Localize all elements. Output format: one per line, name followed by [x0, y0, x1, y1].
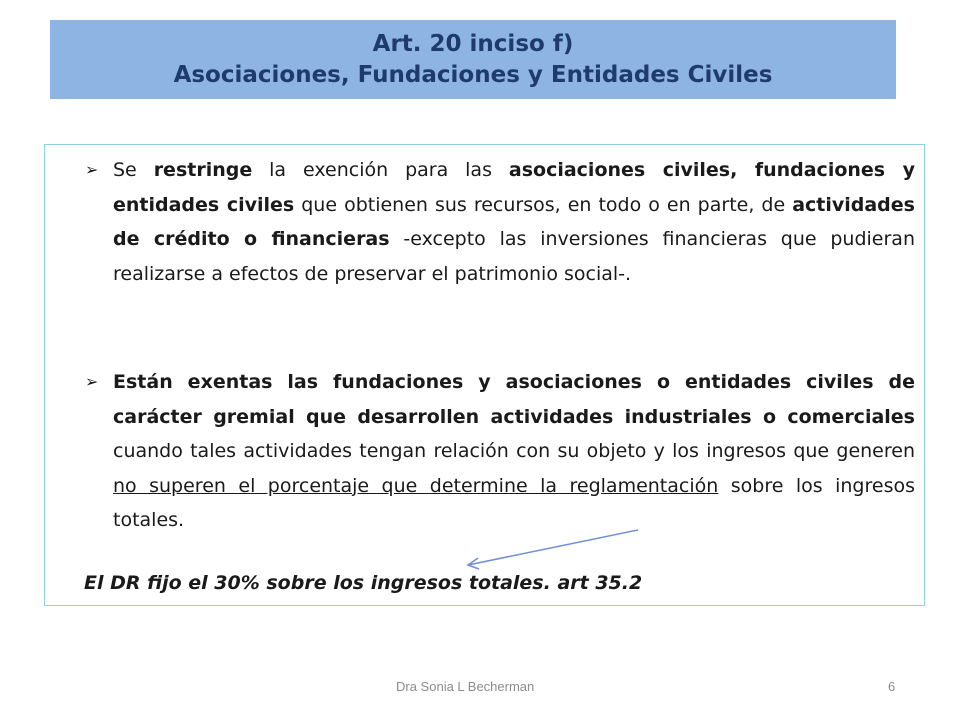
- bullet-segment: Están exentas las fundaciones y asociaciones o entidades civiles de carácter gremial que desarrollen actividades industriales o comerciales: [113, 371, 915, 428]
- bullet-segment: la exención para las: [252, 159, 509, 181]
- bullet-segment: asociaciones civiles, fundaciones y entidades civiles: [113, 159, 915, 216]
- content-box: [44, 144, 925, 606]
- bullet-item-2: [85, 365, 915, 538]
- bullet-segment: Se: [113, 159, 154, 181]
- arrow-bullet-icon: ➢: [85, 160, 99, 179]
- bullet-text: [113, 153, 915, 291]
- bullet-segment: restringe: [153, 159, 253, 181]
- title-banner: [50, 20, 896, 99]
- arrow-bullet-icon: ➢: [85, 372, 99, 391]
- bullet-item-1: [85, 153, 915, 291]
- bullet-segment: sobre los ingresos totales.: [113, 474, 915, 531]
- bullet-segment: -excepto las inversiones financieras que pudieran realizarse a efectos de preservar el patrimonio social-.: [113, 228, 915, 285]
- footer-author: Dra Sonia L Becherman: [396, 679, 535, 694]
- bullet-segment: actividades de crédito o financieras: [113, 193, 915, 250]
- bullet-segment: cuando tales actividades tengan relación con su objeto y los ingresos que generen: [113, 440, 915, 462]
- title-line-2: Asociaciones, Fundaciones y Entidades Civiles: [173, 61, 773, 88]
- page-number: 6: [888, 679, 896, 694]
- title-line-1: Art. 20 inciso f): [372, 30, 574, 57]
- bullet-segment: no superen el porcentaje que determine la reglamentación: [113, 474, 719, 497]
- bullet-segment: que obtienen sus recursos, en todo o en parte, de: [294, 193, 793, 216]
- bullet-text: [113, 365, 915, 538]
- regulation-note: El DR fijo el 30% sobre los ingresos totales. art 35.2: [84, 572, 643, 594]
